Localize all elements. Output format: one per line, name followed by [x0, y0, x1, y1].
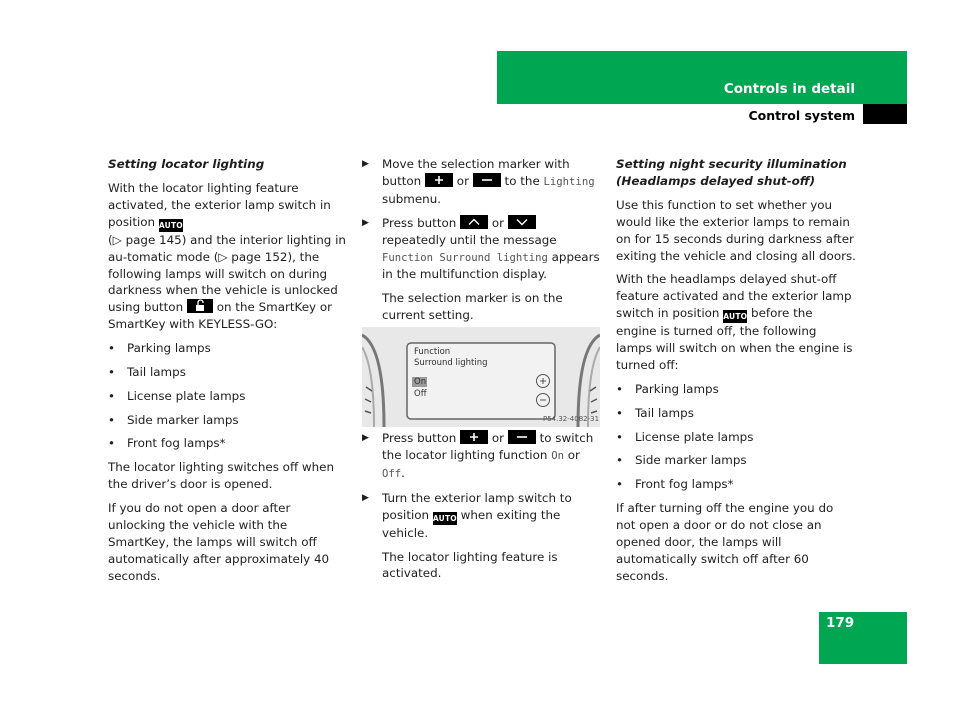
- column-right: [616, 156, 856, 591]
- list-item: • Front fog lamps*: [616, 476, 856, 493]
- page-number: 179: [826, 615, 855, 631]
- column-middle: [362, 156, 602, 331]
- section-title: Controls in detail: [723, 81, 855, 97]
- heading-night-security: Setting night security illumination (Headlamps delayed shut-off): [616, 157, 847, 188]
- heading-locator-lighting: Setting locator lighting: [108, 157, 265, 171]
- instruction-step: ▶ Press button or repeatedly until the message Function Surround lighting appears in the multifunction display.: [362, 215, 600, 282]
- up-button-icon: [460, 215, 488, 229]
- instruction-step: ▶ Turn the exterior lamp switch to position AUTO when exiting the vehicle.: [362, 490, 572, 540]
- minus-button-icon: [508, 430, 536, 444]
- paragraph: With the headlamps delayed shut-off feature activated and the exterior lamp switch in position AUTO before the engine is turned off, the following lamps will switch on when the engine is turned off:: [616, 272, 853, 373]
- step-arrow-icon: ▶: [362, 217, 369, 228]
- display-option-off: Off: [414, 389, 427, 399]
- paragraph: If you do not open a door after unlocking the vehicle with the SmartKey, the lamps will switch off automatically after approximately 40 seconds.: [108, 500, 330, 583]
- subsection-title: Control system: [748, 108, 855, 123]
- page-ref-icon: ▷: [112, 232, 122, 247]
- paragraph: Use this function to set whether you would like the exterior lamps to remain on for 15 seconds during darkness after exiting the vehicle and closing all doors.: [616, 197, 856, 263]
- page-ref-icon: ▷: [218, 249, 228, 264]
- list-item: • Parking lamps: [108, 340, 348, 357]
- auto-switch-icon: AUTO: [158, 220, 183, 230]
- minus-button-icon: [473, 173, 501, 187]
- list-item: • Side marker lamps: [108, 412, 348, 429]
- note-paragraph: The locator lighting feature is activated.: [382, 549, 558, 581]
- note-paragraph: The selection marker is on the current setting.: [382, 291, 563, 323]
- step-arrow-icon: ▶: [362, 159, 369, 169]
- intro-paragraph: With the locator lighting feature activated, the exterior lamp switch in position AUTO (▷ page 145) and the interior lighting in au-tomatic mode (▷ page 152), the following lamps will switch on during darkness when the vehicle is unlocked using button on the SmartKey or SmartKey with KEYLESS-GO:: [108, 180, 346, 332]
- step-arrow-icon: ▶: [362, 433, 369, 443]
- column-left: [108, 156, 348, 591]
- instruction-step: ▶ Press button or to switch the locator lighting function On or Off.: [362, 431, 594, 480]
- plus-button-icon: [425, 173, 453, 187]
- header-tab-marker: [863, 104, 907, 124]
- plus-button-icon: [460, 430, 488, 444]
- display-option-on: On: [414, 377, 427, 387]
- list-item: • Tail lamps: [108, 364, 348, 381]
- photo-code: P54.32-4082-31: [543, 415, 600, 423]
- column-middle-lower: [362, 430, 602, 589]
- unlock-icon: [187, 299, 213, 313]
- paragraph: If after turning off the engine you do not open a door or do not close an opened door, the lamps will automatically switch off after 60 seconds.: [616, 500, 834, 583]
- display-line-1: Function: [414, 347, 451, 357]
- list-item: • License plate lamps: [108, 388, 348, 405]
- down-button-icon: [508, 215, 536, 229]
- list-item: • Front fog lamps*: [108, 435, 348, 452]
- display-line-2: Surround lighting: [414, 358, 488, 368]
- list-item: • Parking lamps: [616, 381, 856, 398]
- auto-switch-icon: AUTO: [723, 312, 748, 322]
- step-arrow-icon: ▶: [362, 492, 369, 503]
- list-item: • Side marker lamps: [616, 452, 856, 469]
- paragraph: The locator lighting switches off when the driver’s door is opened.: [108, 460, 335, 492]
- list-item: • License plate lamps: [616, 429, 856, 446]
- lamp-list: [108, 340, 348, 452]
- list-item: • Tail lamps: [616, 405, 856, 422]
- auto-switch-icon: AUTO: [432, 513, 457, 523]
- instrument-display-photo: [362, 327, 600, 427]
- lamp-list: [616, 381, 856, 493]
- instruction-step: ▶ Move the selection marker with button or to the Lighting submenu.: [362, 157, 595, 206]
